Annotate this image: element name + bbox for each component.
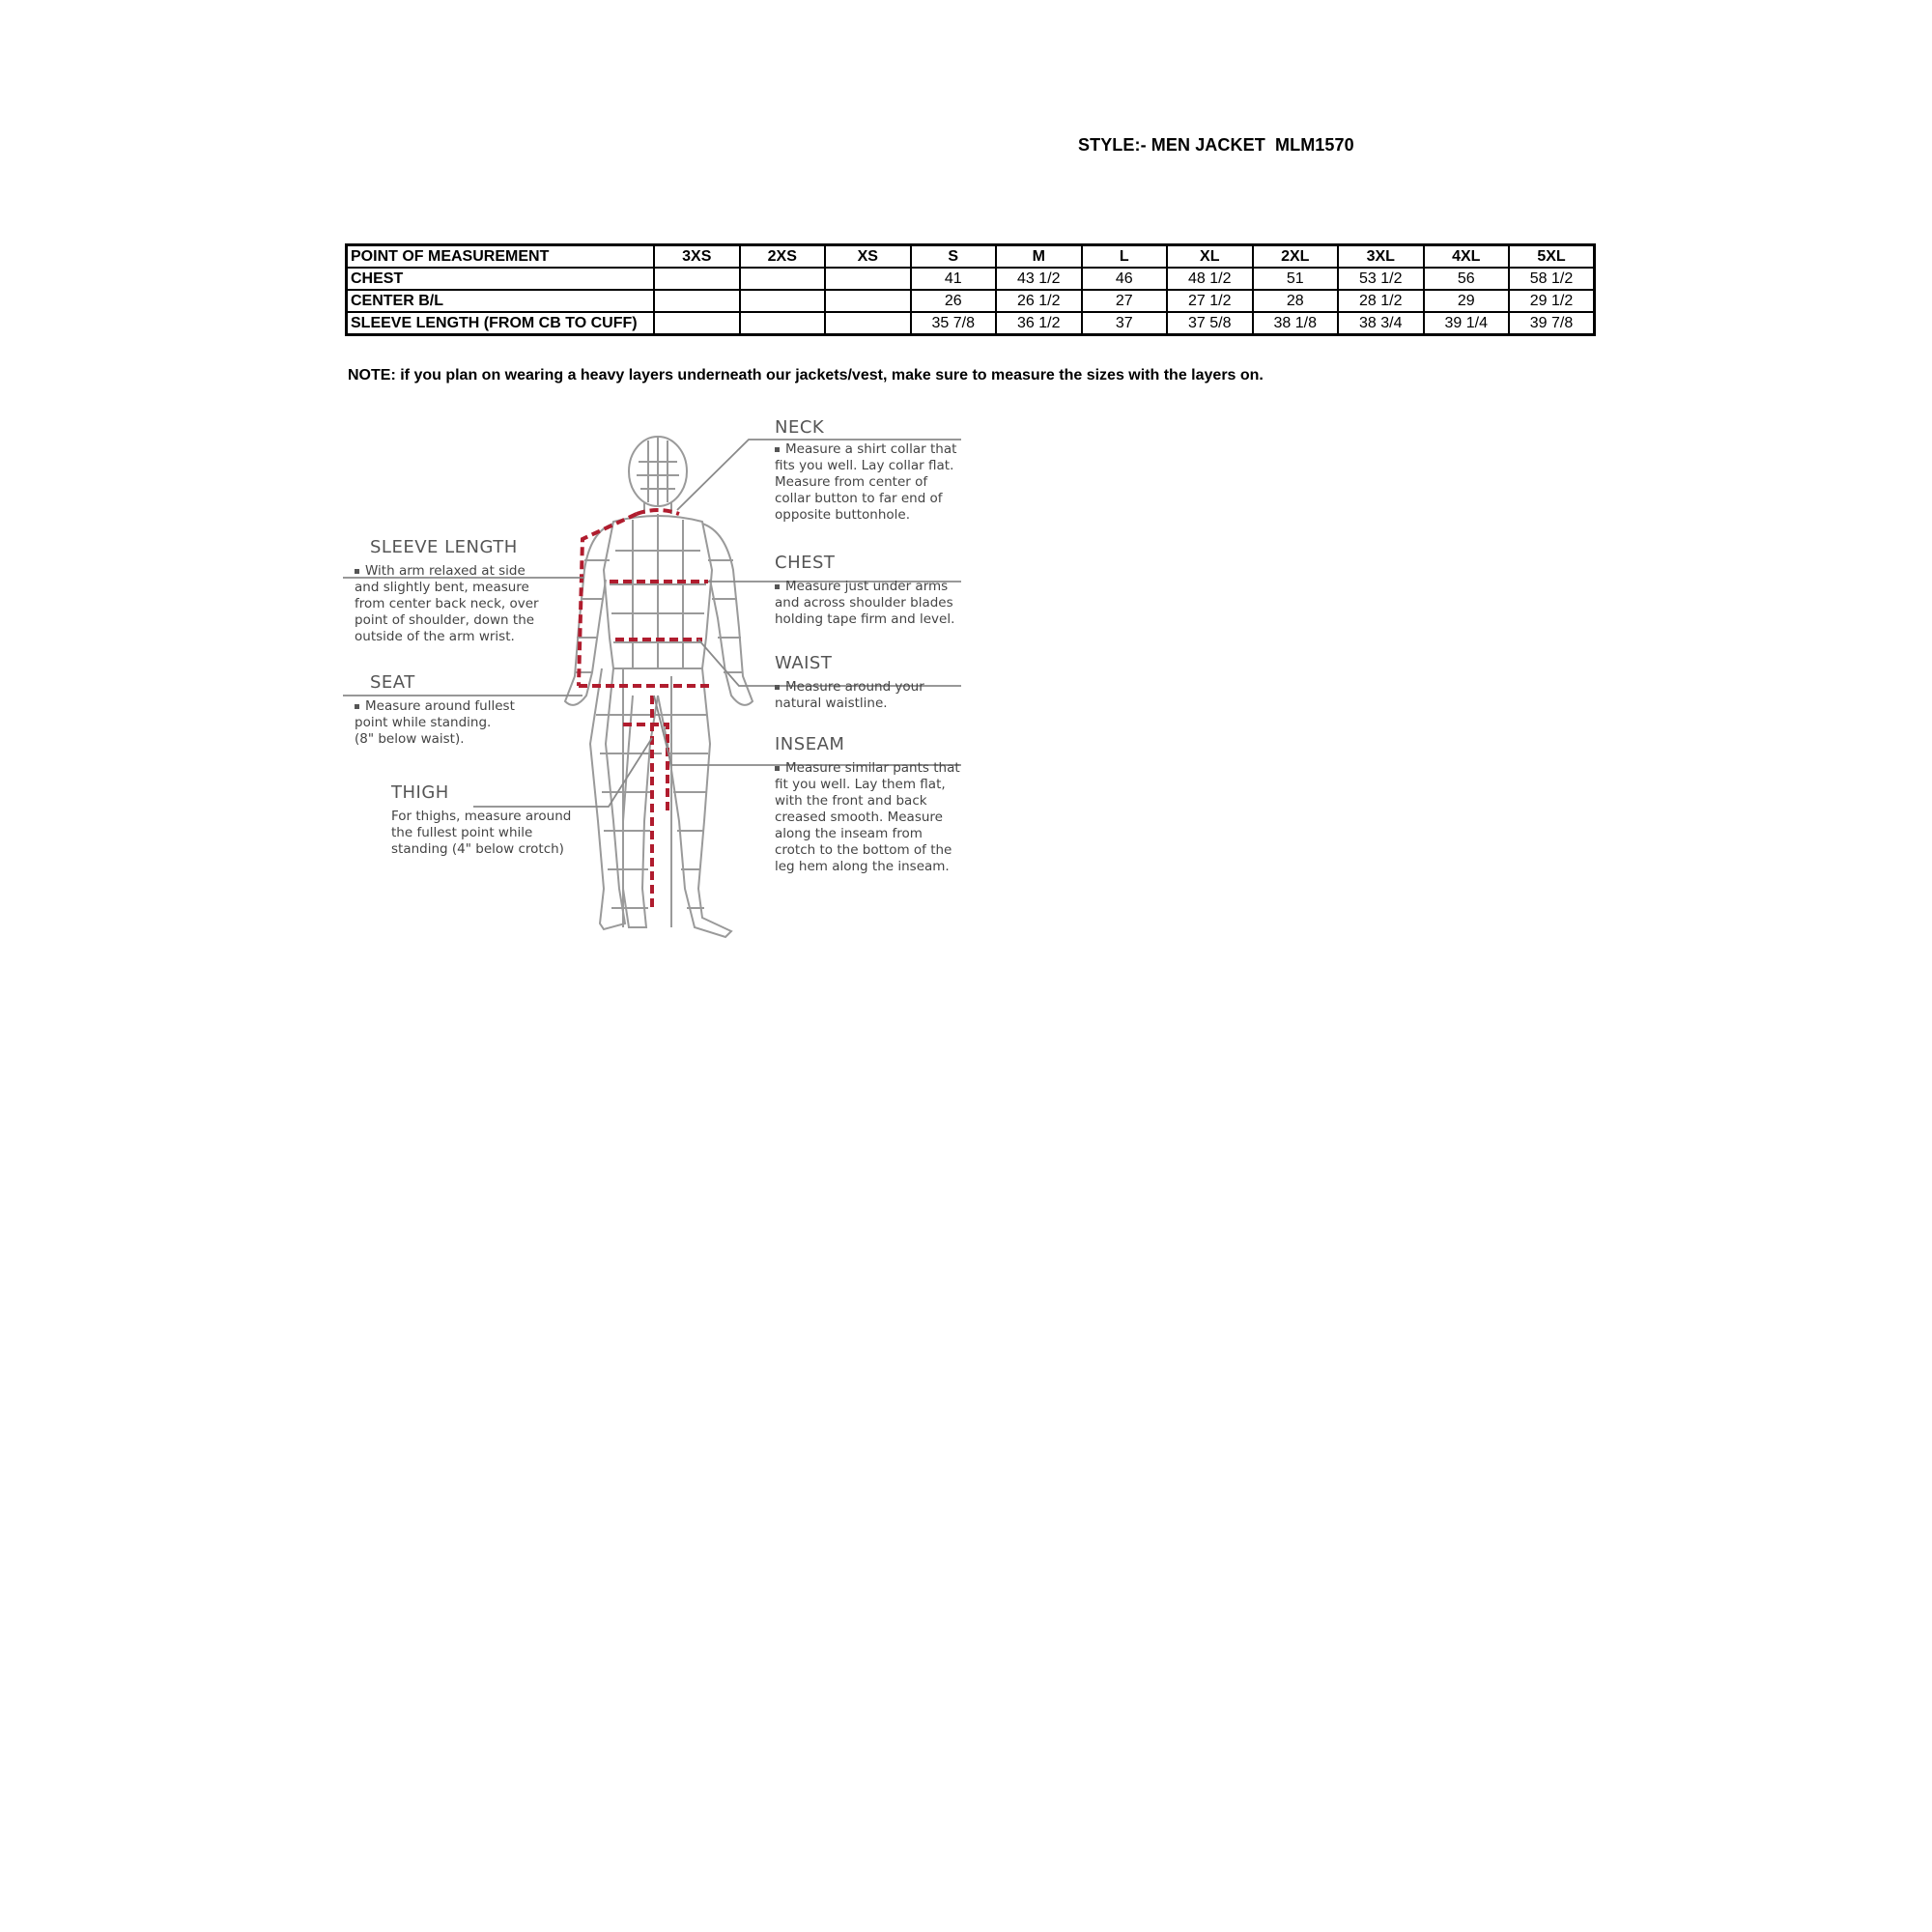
table-cell: 37 <box>1082 312 1168 335</box>
table-row <box>347 312 1595 335</box>
table-cell <box>740 312 826 335</box>
bullet-icon <box>355 569 359 574</box>
chest-heading: CHEST <box>775 553 836 573</box>
layering-note: NOTE: if you plan on wearing a heavy layers underneath our jackets/vest, make sure to measure the sizes with the layers on. <box>348 367 1264 384</box>
column-header: 2XS <box>740 245 826 269</box>
sleeve-length-text: With arm relaxed at side and slightly bent, measure from center back neck, over point of shoulder, down the outside of the arm wrist. <box>355 563 539 644</box>
inseam-label <box>775 734 960 875</box>
column-header: M <box>996 245 1082 269</box>
table-cell <box>740 290 826 312</box>
table-cell <box>654 312 740 335</box>
table-cell <box>740 268 826 290</box>
neck-heading: NECK <box>775 417 825 438</box>
thigh-text: For thighs, measure around the fullest point while standing (4" below crotch) <box>391 809 572 857</box>
table-cell <box>654 290 740 312</box>
table-cell: 29 1/2 <box>1509 290 1595 312</box>
column-header: 3XS <box>654 245 740 269</box>
table-cell: 26 <box>911 290 997 312</box>
table-cell: 38 1/8 <box>1253 312 1339 335</box>
table-cell: 41 <box>911 268 997 290</box>
style-title: STYLE:- MEN JACKET MLM1570 <box>1078 135 1354 155</box>
size-chart-table <box>345 243 1596 336</box>
table-row <box>347 268 1595 290</box>
column-header: 4XL <box>1424 245 1510 269</box>
waist-heading: WAIST <box>775 653 833 673</box>
table-cell: 35 7/8 <box>911 312 997 335</box>
neck-text: Measure a shirt collar that fits you well. Lay collar flat. Measure from center of collar button to far end of opposite buttonhole. <box>775 441 957 523</box>
table-cell: SLEEVE LENGTH (FROM CB TO CUFF) <box>347 312 655 335</box>
column-header: S <box>911 245 997 269</box>
table-cell: 28 1/2 <box>1338 290 1424 312</box>
table-cell: 58 1/2 <box>1509 268 1595 290</box>
measurement-guide-figure <box>343 406 980 947</box>
thigh-heading: THIGH <box>391 782 449 803</box>
column-header: XL <box>1167 245 1253 269</box>
column-header: 2XL <box>1253 245 1339 269</box>
bullet-icon <box>775 447 780 452</box>
table-cell: 46 <box>1082 268 1168 290</box>
chest-label <box>775 553 954 628</box>
table-cell: 56 <box>1424 268 1510 290</box>
table-cell: 28 <box>1253 290 1339 312</box>
table-cell: 53 1/2 <box>1338 268 1424 290</box>
seat-text: Measure around fullest point while standing. (8" below waist). <box>355 698 515 747</box>
neck-label <box>775 417 956 524</box>
table-cell: 48 1/2 <box>1167 268 1253 290</box>
bullet-icon <box>355 704 359 709</box>
column-header: POINT OF MEASUREMENT <box>347 245 655 269</box>
table-row <box>347 290 1595 312</box>
table-cell <box>654 268 740 290</box>
table-cell <box>825 290 911 312</box>
waist-text: Measure around your natural waistline. <box>775 679 924 711</box>
table-cell: CENTER B/L <box>347 290 655 312</box>
table-cell: 39 1/4 <box>1424 312 1510 335</box>
table-cell: 39 7/8 <box>1509 312 1595 335</box>
table-cell: 27 <box>1082 290 1168 312</box>
table-cell: 38 3/4 <box>1338 312 1424 335</box>
table-header-row <box>347 245 1595 269</box>
inseam-heading: INSEAM <box>775 734 845 754</box>
seat-heading: SEAT <box>370 672 415 693</box>
seat-label <box>355 672 515 748</box>
chest-text: Measure just under arms and across shoulder blades holding tape firm and level. <box>775 579 955 627</box>
column-header: L <box>1082 245 1168 269</box>
table-cell <box>825 268 911 290</box>
table-cell: 27 1/2 <box>1167 290 1253 312</box>
table-cell: 43 1/2 <box>996 268 1082 290</box>
table-cell: 26 1/2 <box>996 290 1082 312</box>
table-cell: CHEST <box>347 268 655 290</box>
bullet-icon <box>775 584 780 589</box>
measurement-lines <box>579 510 712 908</box>
sleeve-length-heading: SLEEVE LENGTH <box>370 537 518 557</box>
table-cell: 51 <box>1253 268 1339 290</box>
table-cell: 36 1/2 <box>996 312 1082 335</box>
bullet-icon <box>775 766 780 771</box>
column-header: 3XL <box>1338 245 1424 269</box>
bullet-icon <box>775 685 780 690</box>
column-header: XS <box>825 245 911 269</box>
waist-label <box>775 653 924 712</box>
table-cell <box>825 312 911 335</box>
table-cell: 29 <box>1424 290 1510 312</box>
inseam-text: Measure similar pants that fit you well. Lay them flat, with the front and back creased smooth. Measure along the inseam from crotch to the bottom of the leg hem along the inseam. <box>775 760 960 874</box>
table-cell: 37 5/8 <box>1167 312 1253 335</box>
column-header: 5XL <box>1509 245 1595 269</box>
sleeve-length-label <box>355 537 539 645</box>
thigh-label <box>391 782 571 858</box>
